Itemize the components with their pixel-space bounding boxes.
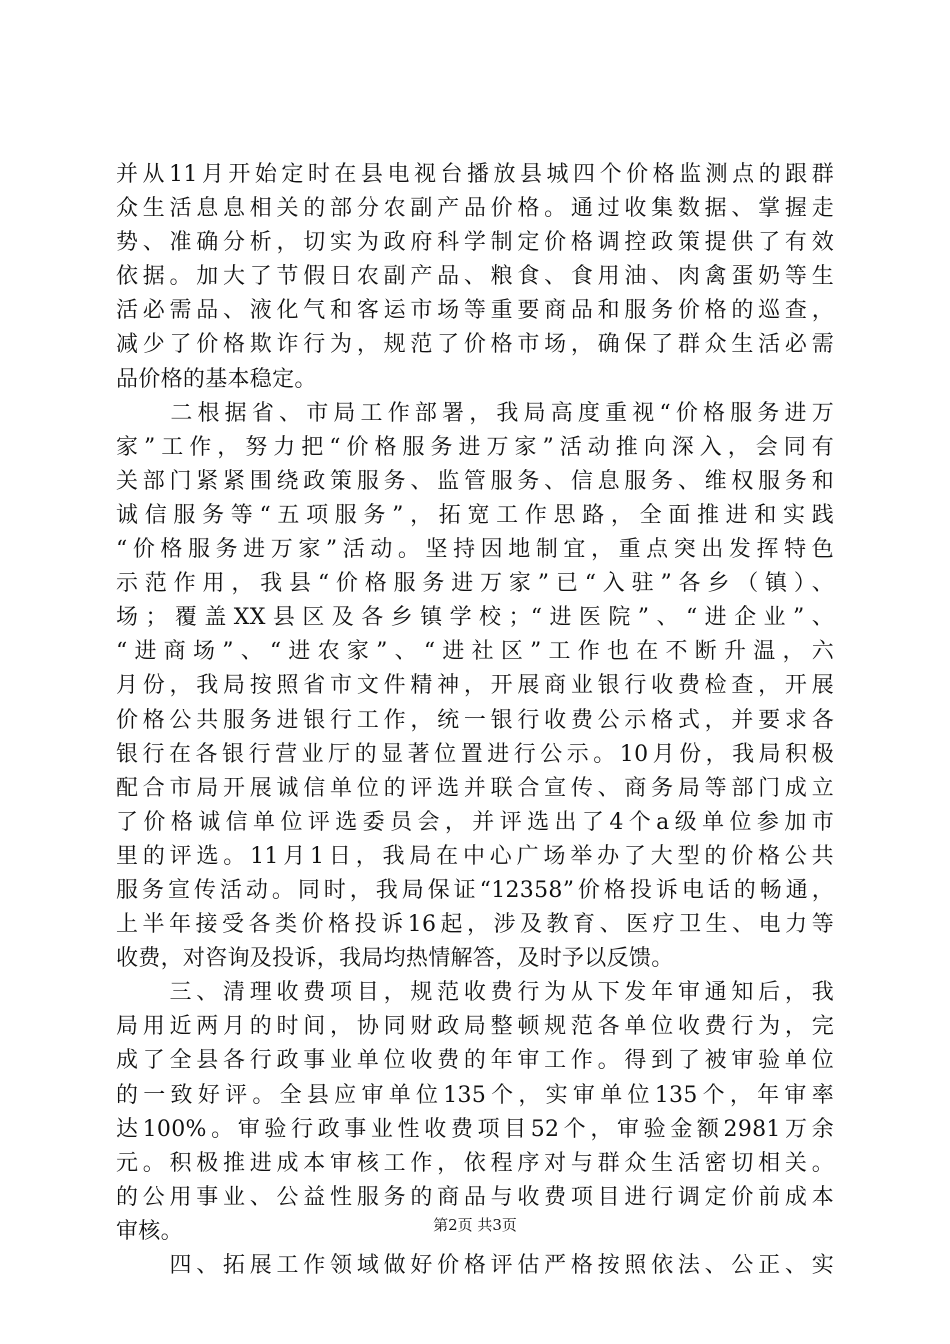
text-line: 关部门紧紧围绕政策服务、监管服务、信息服务、维权服务和 — [116, 468, 834, 494]
text-line: 局用近两月的时间，协同财政局整顿规范各单位收费行为，完 — [116, 1014, 834, 1040]
document-body — [116, 158, 834, 1283]
text-line: 银行在各银行营业厅的显著位置进行公示。10月份，我局积极 — [116, 741, 834, 767]
text-line: 减少了价格欺诈行为，规范了价格市场，确保了群众生活必需 — [116, 332, 834, 358]
text-line: 审核。 — [116, 1218, 183, 1244]
text-line: 势、准确分析，切实为政府科学制定价格调控政策提供了有效 — [116, 230, 834, 256]
text-line: 价格公共服务进银行工作，统一银行收费公示格式，并要求各 — [116, 707, 834, 733]
text-line: 品价格的基本稳定。 — [116, 366, 317, 392]
text-line: 众生活息息相关的部分农副产品价格。通过收集数据、掌握走 — [116, 196, 834, 222]
text-line: 元。积极推进成本审核工作，依程序对与群众生活密切相关。 — [116, 1150, 834, 1176]
text-line: 的公用事业、公益性服务的商品与收费项目进行调定价前成本 — [116, 1184, 834, 1210]
text-line: 并从11月开始定时在县电视台播放县城四个价格监测点的跟群 — [116, 162, 834, 187]
text-line: 活必需品、液化气和客运市场等重要商品和服务价格的巡查， — [116, 298, 834, 324]
text-line: “进商场”、“进农家”、“进社区”工作也在不断升温，六 — [116, 639, 834, 665]
text-line: 收费，对咨询及投诉，我局均热情解答，及时予以反馈。 — [116, 946, 674, 972]
text-line: 服务宣传活动。同时，我局保证“12358”价格投诉电话的畅通， — [116, 877, 834, 903]
text-line: 的一致好评。全县应审单位135个，实审单位135个，年审率 — [116, 1082, 834, 1108]
text-line: 成了全县各行政事业单位收费的年审工作。得到了被审验单位 — [116, 1048, 834, 1074]
text-line: 里的评选。11月1日，我局在中心广场举办了大型的价格公共 — [116, 843, 834, 869]
text-line: 二根据省、市局工作部署，我局高度重视“价格服务进万 — [116, 400, 834, 426]
text-line: 四、拓展工作领域做好价格评估严格按照依法、公正、实 — [116, 1253, 834, 1278]
text-line: 三、清理收费项目，规范收费行为从下发年审通知后，我 — [116, 980, 834, 1006]
text-line: 了价格诚信单位评选委员会，并评选出了4个a级单位参加市 — [116, 809, 834, 835]
page-footer: 第2页 共3页 — [433, 1216, 517, 1234]
text-line: 场；覆盖XX县区及各乡镇学校；“进医院”、“进企业”、 — [116, 605, 834, 631]
text-line: 诚信服务等“五项服务”，拓宽工作思路，全面推进和实践 — [116, 502, 834, 528]
text-line: 达100%。审验行政事业性收费项目52个，审验金额2981万余 — [116, 1116, 834, 1142]
text-line: 家”工作，努力把“价格服务进万家”活动推向深入，会同有 — [116, 434, 834, 460]
text-line: 月份，我局按照省市文件精神，开展商业银行收费检查，开展 — [116, 673, 834, 699]
text-line: 上半年接受各类价格投诉16起，涉及教育、医疗卫生、电力等 — [116, 912, 834, 938]
text-line: 示范作用，我县“价格服务进万家”已“入驻”各乡（镇）、 — [116, 571, 834, 597]
text-line: 配合市局开展诚信单位的评选并联合宣传、商务局等部门成立 — [116, 775, 834, 801]
text-line: 依据。加大了节假日农副产品、粮食、食用油、肉禽蛋奶等生 — [116, 264, 834, 290]
text-line: “价格服务进万家”活动。坚持因地制宜，重点突出发挥特色 — [116, 537, 834, 563]
